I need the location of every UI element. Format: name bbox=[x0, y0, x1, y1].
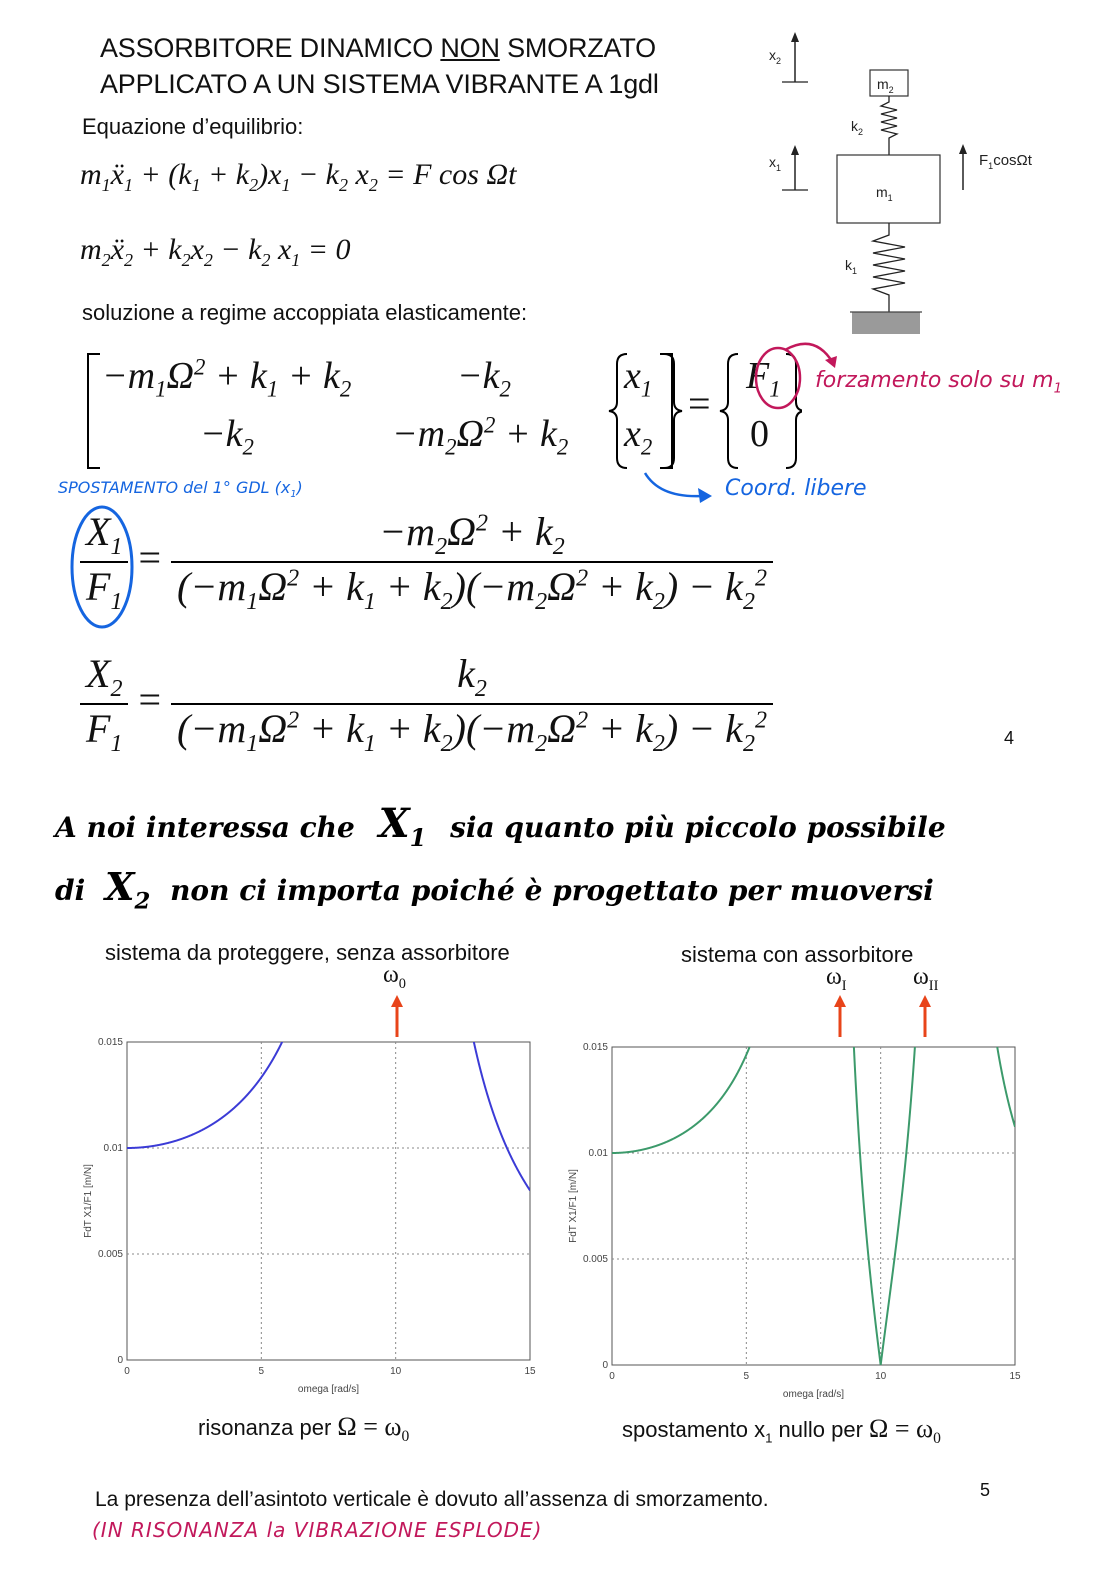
omegaII-arrow bbox=[908, 995, 948, 1037]
y-tick-label: 0.015 bbox=[582, 1042, 608, 1053]
title-line1-end: SMORZATO bbox=[499, 33, 656, 63]
equation-1: $m_1ẍ_1 + (k_1 + k_2)x_1 - k_2$ $x_2 = F$ cos Ωt bbox=[80, 158, 517, 195]
solution-label: soluzione a regime accoppiata elasticamente: bbox=[82, 300, 528, 325]
y-tick-label: 0.01 bbox=[103, 1143, 123, 1154]
x-tick-label: 15 bbox=[1009, 1371, 1021, 1382]
x-tick-label: 0 bbox=[124, 1366, 130, 1377]
svg-text:m1: $m_1$ bbox=[876, 184, 893, 203]
page-number-5: 5 bbox=[980, 1480, 991, 1500]
svg-text:x2: $x_2$ bbox=[769, 47, 782, 66]
k1-spring bbox=[873, 223, 905, 312]
handwritten-line-1: A noi interessa che $X_1$ sia quanto più piccolo possibile bbox=[55, 800, 946, 852]
y-tick-label: 0.015 bbox=[97, 1037, 123, 1048]
svg-text:k1: $k_1$ bbox=[845, 257, 858, 276]
omega0-label: $\omega_0$ bbox=[383, 962, 406, 992]
x1-circle bbox=[66, 505, 142, 635]
x-tick-label: 5 bbox=[743, 1371, 750, 1382]
plot-area bbox=[127, 1042, 530, 1360]
slide-title bbox=[100, 30, 659, 102]
omegaI-arrow bbox=[823, 995, 863, 1037]
free-coords-arrow bbox=[640, 468, 720, 508]
forcing-annotation: forzamento solo su $m_1$ bbox=[815, 368, 1062, 397]
transfer-function-x1: $\frac{X_1}{F_1}$ = $\frac{-m_2\Omega^2 + k_2}{(-m_1\Omega^2 + k_1 + k_2)(-m_2\Omega^2 + k_2) - k_2^2}$ bbox=[80, 508, 773, 616]
title-line2: APPLICATO A UN SISTEMA VIBRANTE A 1gdl bbox=[100, 69, 659, 99]
handwritten-note-resonance: (IN RISONANZA la VIBRAZIONE ESPLODE) bbox=[92, 1518, 543, 1542]
svg-text:x1: $x_1$ bbox=[769, 154, 782, 173]
chart-with-absorber bbox=[555, 1035, 1035, 1405]
chart-without-absorber bbox=[70, 1030, 550, 1400]
y-tick-label: 0 bbox=[117, 1355, 123, 1366]
x-axis-label: omega [rad/s] bbox=[782, 1389, 845, 1400]
equation-2: $m_2ẍ_2 + k_2x_2 - k_2$ $x_1 = 0$ bbox=[80, 233, 351, 270]
dof-annotation: SPOSTAMENTO del 1° GDL $(x_1)$ bbox=[58, 478, 303, 501]
x-tick-label: 15 bbox=[524, 1366, 536, 1377]
plot-area bbox=[612, 1047, 1015, 1365]
left-chart-caption: sistema da proteggere, senza assorbitore bbox=[105, 940, 510, 965]
left-bottom-caption: risonanza per $\Omega = \omega_0$ bbox=[198, 1412, 410, 1446]
x-axis-label: omega [rad/s] bbox=[297, 1384, 360, 1395]
ground bbox=[852, 312, 920, 334]
title-underlined-word: NON bbox=[440, 33, 500, 63]
asymptote-note: La presenza dell’asintoto verticale è dovuto all’assenza di smorzamento. bbox=[95, 1488, 769, 1511]
equilibrium-label: Equazione d’equilibrio: bbox=[82, 114, 304, 139]
y-tick-label: 0.005 bbox=[97, 1249, 123, 1260]
omegaI-label: $\omega_I$ bbox=[826, 964, 847, 994]
x-tick-label: 0 bbox=[609, 1371, 615, 1382]
m1-box bbox=[837, 155, 940, 223]
k2-spring bbox=[881, 96, 897, 155]
mass-spring-diagram bbox=[760, 30, 1080, 350]
omegaII-label: $\omega_{II}$ bbox=[913, 964, 939, 994]
y-tick-label: 0.005 bbox=[582, 1254, 608, 1265]
right-bottom-caption: spostamento $x_1$ nullo per $\Omega = \omega_0$ bbox=[622, 1414, 941, 1448]
y-tick-label: 0.01 bbox=[588, 1148, 608, 1159]
page-number-4: 4 bbox=[1004, 728, 1015, 748]
y-tick-label: 0 bbox=[602, 1360, 608, 1371]
y-axis-label: FdT X1/F1 [m/N] bbox=[568, 1169, 579, 1243]
transfer-function-x2: $\frac{X_2}{F_1}$ = $\frac{k_2}{(-m_1\Omega^2 + k_1 + k_2)(-m_2\Omega^2 + k_2) - k_2^2}$ bbox=[80, 650, 773, 758]
svg-text:k2: $k_2$ bbox=[851, 118, 864, 137]
handwritten-line-2: di $X_2$ non ci importa poiché è progettato per muoversi bbox=[55, 864, 934, 915]
x-tick-label: 10 bbox=[390, 1366, 402, 1377]
title-line1-start: ASSORBITORE DINAMICO bbox=[100, 33, 441, 63]
x-tick-label: 5 bbox=[258, 1366, 265, 1377]
right-chart-caption: sistema con assorbitore bbox=[681, 942, 914, 967]
y-axis-label: FdT X1/F1 [m/N] bbox=[83, 1164, 94, 1238]
x-tick-label: 10 bbox=[875, 1371, 887, 1382]
svg-text:m2: $m_2$ bbox=[877, 76, 894, 95]
free-coords-annotation: Coord. libere bbox=[725, 476, 867, 501]
svg-text:F1cosΩt: $F_1\cos\Omega t$ bbox=[979, 152, 1032, 171]
matrix-equation: $-m_1\Omega^2 + k_1 + k_2$ $-k_2$ $-k_2$ $-m_2\Omega^2 + k_2$ $x_1$ $x_2$ = $F_1$ 0 bbox=[82, 352, 802, 470]
